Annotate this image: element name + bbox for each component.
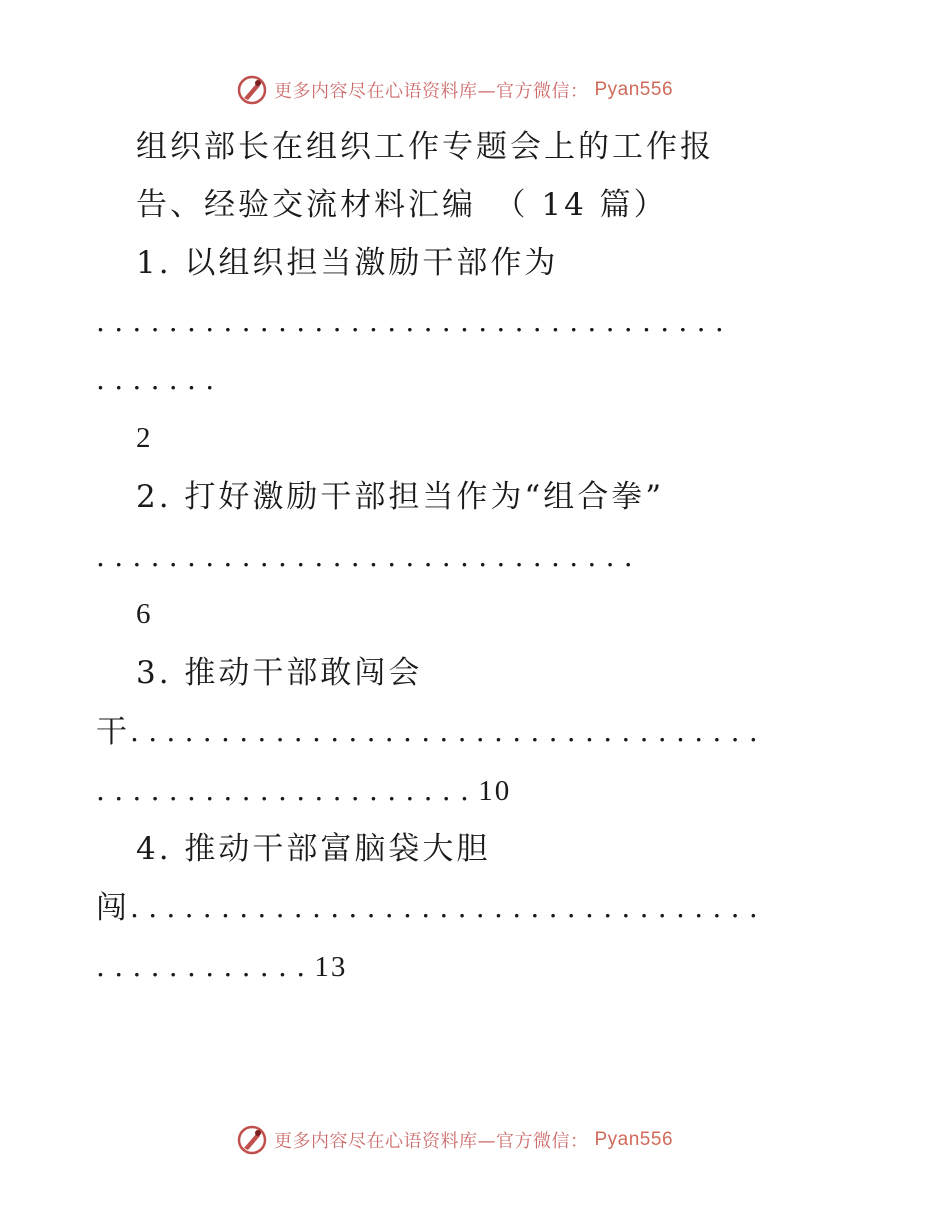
toc-entry-3-leader: ................................... (130, 715, 768, 748)
toc-entry-4-wrap-char: 闯 (96, 890, 130, 926)
toc-entry-4-wrap (96, 888, 130, 928)
toc-entry-3-page: 10 (478, 775, 512, 807)
watermark-wechat-id: Pyan556 (594, 1129, 674, 1150)
watermark-footer (236, 1123, 673, 1157)
watermark-text: 更多内容尽在心语资料库—官方微信： (274, 1131, 589, 1152)
pen-logo-icon (236, 1124, 268, 1156)
toc-entry-3-wrap-char: 干 (96, 714, 130, 750)
toc-entry-1-leader-cont: ....... (96, 363, 224, 396)
toc-entry-4-title: 4. 推动干部富脑袋大胆 (136, 831, 491, 867)
toc-entry-3-wrap (96, 712, 130, 752)
toc-entry-1-leader: ................................... (96, 305, 734, 338)
toc-entry-2-page: 6 (136, 598, 153, 630)
watermark-wechat-id: Pyan556 (594, 79, 674, 100)
toc-entry-4-leader: ................................... (130, 891, 768, 924)
watermark-header (236, 73, 673, 107)
document-title-line-1: 组织部长在组织工作专题会上的工作报 (136, 129, 714, 165)
toc-entry-4-leader-row (96, 946, 347, 987)
toc-entry-3-leader-cont: ..................... (96, 774, 479, 807)
toc-entry-1-title: 1. 以组织担当激励干部作为 (136, 245, 559, 281)
toc-entry-1-page: 2 (136, 422, 153, 454)
toc-entry-4-leader-cont: ............ (96, 950, 315, 983)
toc-entry-2-leader: .............................. (96, 540, 643, 573)
pen-logo-icon (236, 74, 268, 106)
document-title-line-2: 告、经验交流材料汇编 （ 14 篇） (136, 187, 668, 223)
toc-entry-3-title: 3. 推动干部敢闯会 (136, 655, 423, 691)
toc-entry-4-page: 13 (314, 951, 348, 983)
watermark-text: 更多内容尽在心语资料库—官方微信： (274, 81, 589, 102)
toc-entry-2-title: 2. 打好激励干部担当作为“组合拳” (136, 479, 665, 515)
toc-entry-3-leader-row (96, 770, 511, 811)
